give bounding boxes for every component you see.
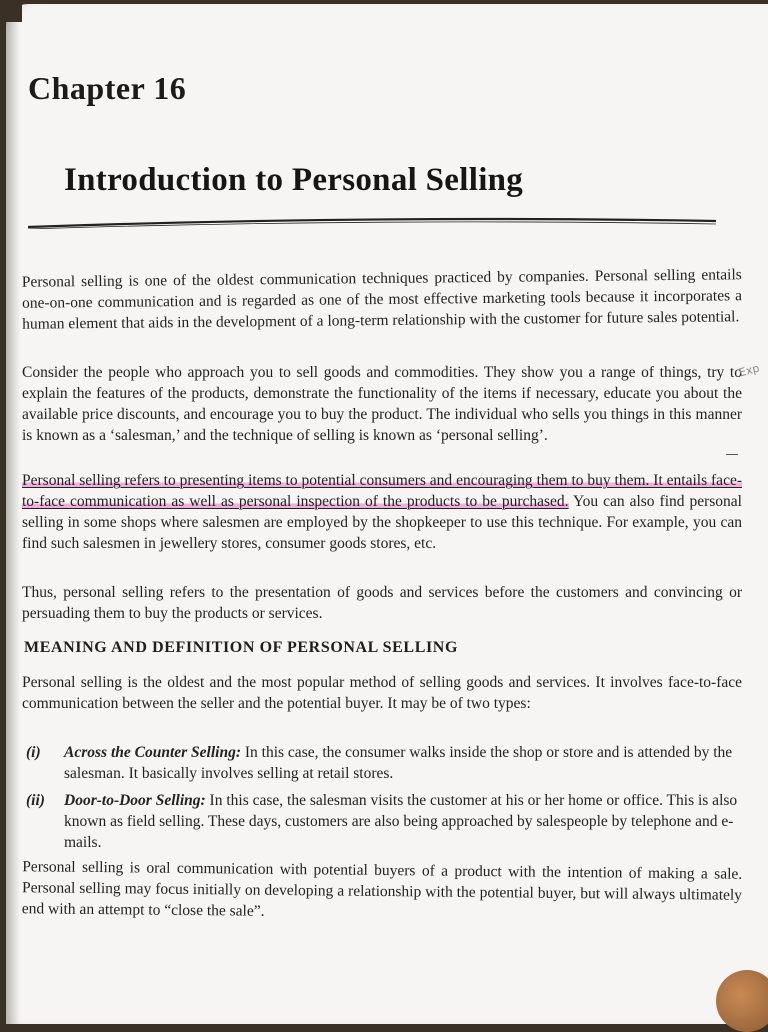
list-item — [26, 742, 742, 784]
list-item-term: Across the Counter Selling: — [64, 744, 241, 761]
desk-corner — [0, 0, 22, 22]
title-divider-rule — [28, 217, 716, 229]
paragraph-meaning: Personal selling is the oldest and the most popular method of selling goods and services. It involves face-to-face communication between the seller and the potential buyer. It may be of two types: — [22, 674, 742, 712]
margin-pencil-mark — [726, 454, 738, 455]
book-page — [6, 4, 768, 1024]
paragraph-thus: Thus, personal selling refers to the presentation of goods and services before the customers and convincing or persuading them to buy the products or services. — [22, 584, 742, 622]
list-item-number: (ii) — [26, 792, 45, 809]
paragraph-definition-rest: You can also find personal selling in some shops where salesmen are employed by the shopkeeper to use this technique. For example, you can find such salesmen in jewellery stores, consumer goods stores, etc. — [22, 493, 742, 552]
chapter-number: Chapter 16 — [28, 70, 187, 106]
section-heading: MEANING AND DEFINITION OF PERSONAL SELLING — [24, 639, 459, 656]
paragraph-consider: Consider the people who approach you to sell goods and commodities. They show you a range of things, try to explain the features of the products, demonstrate the functionality of the items if necessary, educate you about the available price discounts, and encourage you to buy the product. The individual who sells you things in this manner is known as a ‘salesman,’ and the technique of selling is known as ‘personal selling’. — [22, 364, 742, 444]
selling-types-list — [26, 742, 742, 859]
highlighted-definition: Personal selling refers to presenting items to potential consumers and encouraging them to buy them. It entails face-to-face communication as well as personal inspection of the products to be purchased. — [22, 472, 742, 510]
list-item-text: In this case, the salesman visits the customer at his or her home or office. This is also known as field selling. These days, customers are also being approached by salespeople by telephone and e-mails. — [64, 792, 738, 851]
list-item-number: (i) — [26, 744, 41, 761]
list-item — [26, 790, 742, 853]
list-item-text: In this case, the consumer walks inside the shop or store and is attended by the salesman. It basically involves selling at retail stores. — [64, 744, 733, 782]
chapter-title: Introduction to Personal Selling — [64, 162, 524, 198]
paragraph-intro: Personal selling is one of the oldest communication techniques practiced by companies. Personal selling entails one-on-one communication and is regarded as one of the most effective marketing tools because it incorporates a human element that aids in the development of a long-term relationship with the customer for future sales potential. — [21, 266, 743, 333]
paragraph-oral-communication: Personal selling is oral communication with potential buyers of a product with the intention of making a sale. Personal selling may focus initially on developing a relationship with the potential buyer, but will always ultimately end with an attempt to “close the sale”. — [21, 858, 743, 920]
margin-handwritten-note: Exp — [737, 361, 761, 380]
page-edge-shadow — [6, 4, 20, 1024]
list-item-term: Door-to-Door Selling: — [64, 792, 206, 809]
paragraph-definition — [22, 470, 742, 554]
